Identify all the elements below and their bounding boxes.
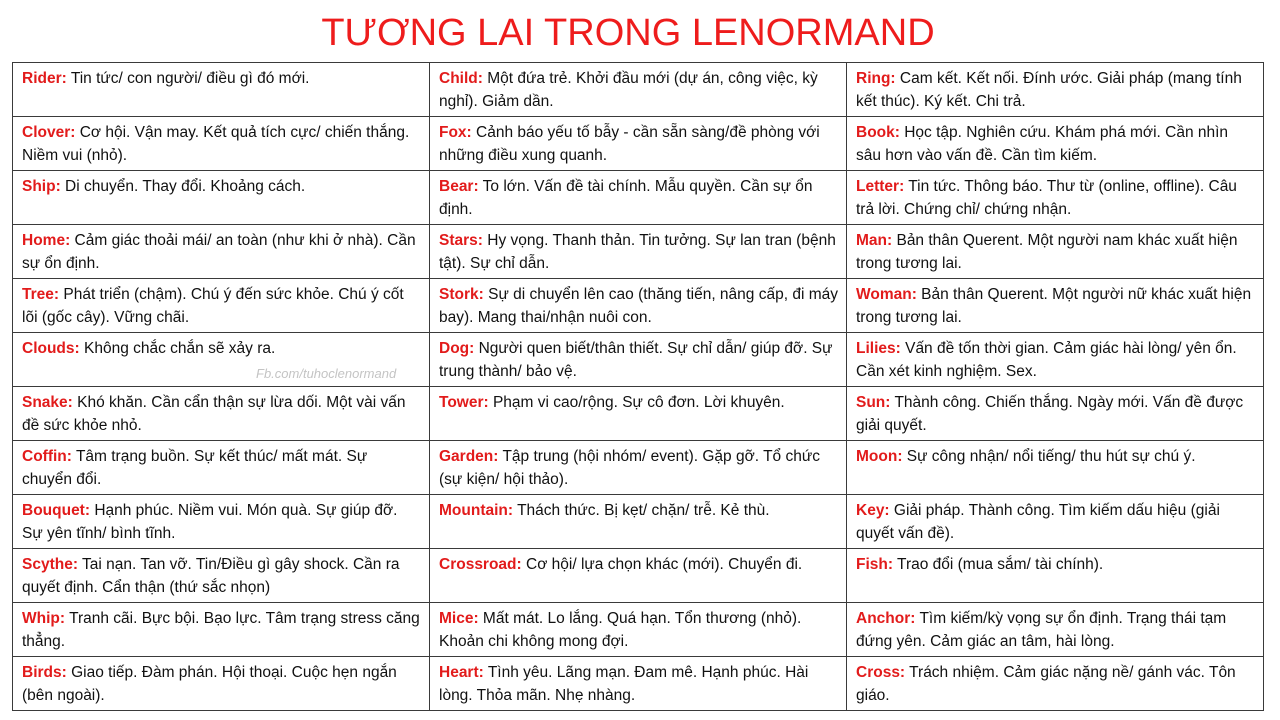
card-meaning: Bản thân Querent. Một người nam khác xuất hiện trong tương lai. [856, 232, 1238, 272]
card-meaning: Phát triển (chậm). Chú ý đến sức khỏe. Chú ý cốt lõi (gốc cây). Vững chãi. [22, 286, 404, 326]
card-meaning: Không chắc chắn sẽ xảy ra. [79, 340, 276, 357]
table-row [13, 657, 1264, 711]
table-row [13, 117, 1264, 171]
table-row [13, 333, 1264, 387]
page-title: TƯƠNG LAI TRONG LENORMAND [321, 12, 935, 54]
card-meaning: Giải pháp. Thành công. Tìm kiếm dấu hiệu (giải quyết vấn đề). [856, 502, 1220, 542]
card-meaning: Khó khăn. Cần cẩn thận sự lừa dối. Một vài vấn đề sức khỏe nhỏ. [22, 394, 406, 434]
card-meaning: Cảm giác thoải mái/ an toàn (như khi ở nhà). Cần sự ổn định. [22, 232, 416, 272]
table-row [13, 225, 1264, 279]
card-cell [430, 549, 847, 603]
card-cell [13, 495, 430, 549]
card-cell [847, 225, 1264, 279]
card-cell [13, 225, 430, 279]
card-meaning: Vấn đề tốn thời gian. Cảm giác hài lòng/ yên ổn. Cần xét kinh nghiệm. Sex. [856, 340, 1237, 380]
card-name: Home: [22, 232, 71, 249]
card-name: Fish: [856, 556, 894, 573]
card-cell [430, 441, 847, 495]
card-meaning: Tìm kiếm/kỳ vọng sự ổn định. Trạng thái tạm đứng yên. Cảm giác an tâm, hài lòng. [856, 610, 1227, 650]
card-name: Stork: [439, 286, 484, 303]
card-cell [847, 549, 1264, 603]
card-name: Whip: [22, 610, 66, 627]
card-name: Child: [439, 70, 483, 87]
card-name: Dog: [439, 340, 475, 357]
card-cell [847, 333, 1264, 387]
card-meaning: Mất mát. Lo lắng. Quá hạn. Tổn thương (nhỏ). Khoản chi không mong đợi. [439, 610, 802, 650]
card-cell [847, 495, 1264, 549]
card-cell [430, 387, 847, 441]
card-meaning: Trao đổi (mua sắm/ tài chính). [893, 556, 1104, 573]
card-name: Scythe: [22, 556, 78, 573]
card-meaning: Giao tiếp. Đàm phán. Hội thoại. Cuộc hẹn ngắn (bên ngoài). [22, 664, 397, 704]
card-cell [847, 657, 1264, 711]
card-meaning: Phạm vi cao/rộng. Sự cô đơn. Lời khuyên. [488, 394, 785, 411]
card-meaning: Hạnh phúc. Niềm vui. Món quà. Sự giúp đỡ. Sự yên tĩnh/ bình tĩnh. [22, 502, 398, 542]
card-meaning: Tập trung (hội nhóm/ event). Gặp gỡ. Tổ chức (sự kiện/ hội thảo). [439, 448, 820, 488]
card-name: Coffin: [22, 448, 72, 465]
card-name: Tower: [439, 394, 489, 411]
card-cell [13, 387, 430, 441]
card-meaning: Cảnh báo yếu tố bẫy - cần sẵn sàng/đề phòng với những điều xung quanh. [439, 124, 820, 164]
card-meaning: Người quen biết/thân thiết. Sự chỉ dẫn/ giúp đỡ. Sự trung thành/ bảo vệ. [439, 340, 833, 380]
card-name: Heart: [439, 664, 484, 681]
card-name: Fox: [439, 124, 472, 141]
card-meaning: Tin tức/ con người/ điều gì đó mới. [66, 70, 310, 87]
table-row [13, 495, 1264, 549]
card-name: Garden: [439, 448, 499, 465]
card-name: Clover: [22, 124, 76, 141]
table-row [13, 387, 1264, 441]
card-meaning: Tình yêu. Lãng mạn. Đam mê. Hạnh phúc. Hài lòng. Thỏa mãn. Nhẹ nhàng. [439, 664, 809, 704]
table-row [13, 279, 1264, 333]
card-cell [13, 117, 430, 171]
card-cell [847, 279, 1264, 333]
card-cell [847, 603, 1264, 657]
card-name: Bear: [439, 178, 479, 195]
card-name: Birds: [22, 664, 67, 681]
card-name: Ship: [22, 178, 61, 195]
card-meaning: Cơ hội. Vận may. Kết quả tích cực/ chiến thắng. Niềm vui (nhỏ). [22, 124, 410, 164]
card-cell [13, 279, 430, 333]
card-name: Mountain: [439, 502, 514, 519]
card-meaning: Một đứa trẻ. Khởi đầu mới (dự án, công việc, kỳ nghỉ). Giảm dần. [439, 70, 818, 110]
card-meaning: Cơ hội/ lựa chọn khác (mới). Chuyển đi. [521, 556, 803, 573]
card-cell [13, 171, 430, 225]
card-meaning: Sự di chuyển lên cao (thăng tiến, nâng cấp, đi máy bay). Mang thai/nhận nuôi con. [439, 286, 838, 326]
card-name: Anchor: [856, 610, 916, 627]
card-cell [13, 603, 430, 657]
card-cell [847, 117, 1264, 171]
card-cell [847, 441, 1264, 495]
card-cell [430, 603, 847, 657]
card-meaning: Bản thân Querent. Một người nữ khác xuất hiện trong tương lai. [856, 286, 1252, 326]
card-name: Cross: [856, 664, 906, 681]
card-meaning: Sự công nhận/ nổi tiếng/ thu hút sự chú ý. [902, 448, 1196, 465]
card-name: Sun: [856, 394, 891, 411]
card-cell [847, 387, 1264, 441]
card-cell [430, 279, 847, 333]
card-meaning: To lớn. Vấn đề tài chính. Mẫu quyền. Cần sự ổn định. [439, 178, 813, 218]
table-row [13, 441, 1264, 495]
card-name: Rider: [22, 70, 67, 87]
card-meaning: Thách thức. Bị kẹt/ chặn/ trễ. Kẻ thù. [513, 502, 770, 519]
card-name: Ring: [856, 70, 896, 87]
card-name: Woman: [856, 286, 917, 303]
card-name: Bouquet: [22, 502, 91, 519]
card-meaning: Thành công. Chiến thắng. Ngày mới. Vấn đề được giải quyết. [856, 394, 1244, 434]
card-cell [13, 441, 430, 495]
card-meaning: Cam kết. Kết nối. Đính ước. Giải pháp (mang tính kết thúc). Ký kết. Chi trả. [856, 70, 1242, 110]
card-meaning: Hy vọng. Thanh thản. Tin tưởng. Sự lan tran (bệnh tật). Sự chỉ dẫn. [439, 232, 836, 272]
table-row [13, 63, 1264, 117]
card-name: Key: [856, 502, 890, 519]
card-name: Crossroad: [439, 556, 522, 573]
card-cell [847, 63, 1264, 117]
card-name: Book: [856, 124, 900, 141]
card-cell [13, 657, 430, 711]
card-cell [430, 657, 847, 711]
card-meaning: Tranh cãi. Bực bội. Bạo lực. Tâm trạng stress căng thẳng. [22, 610, 420, 650]
card-name: Letter: [856, 178, 905, 195]
table-row [13, 603, 1264, 657]
card-meaning-table [12, 62, 1264, 711]
card-name: Clouds: [22, 340, 80, 357]
card-cell [430, 225, 847, 279]
card-cell [430, 63, 847, 117]
card-meaning: Trách nhiệm. Cảm giác nặng nề/ gánh vác. Tôn giáo. [856, 664, 1236, 704]
card-cell [13, 549, 430, 603]
table-row [13, 171, 1264, 225]
card-cell [13, 63, 430, 117]
card-meaning: Tin tức. Thông báo. Thư từ (online, offline). Câu trả lời. Chứng chỉ/ chứng nhận. [856, 178, 1237, 218]
card-cell [430, 333, 847, 387]
card-cell [430, 117, 847, 171]
card-name: Stars: [439, 232, 483, 249]
table-row [13, 549, 1264, 603]
card-meaning: Học tập. Nghiên cứu. Khám phá mới. Cần nhìn sâu hơn vào vấn đề. Cần tìm kiếm. [856, 124, 1229, 164]
card-cell [847, 171, 1264, 225]
card-name: Lilies: [856, 340, 901, 357]
card-meaning: Di chuyển. Thay đổi. Khoảng cách. [60, 178, 306, 195]
card-name: Man: [856, 232, 893, 249]
card-name: Snake: [22, 394, 73, 411]
card-meaning: Tâm trạng buồn. Sự kết thúc/ mất mát. Sự chuyển đổi. [22, 448, 368, 488]
card-cell [430, 171, 847, 225]
card-name: Moon: [856, 448, 903, 465]
card-name: Mice: [439, 610, 479, 627]
card-meaning: Tai nạn. Tan vỡ. Tin/Điều gì gây shock. Cần ra quyết định. Cẩn thận (thứ sắc nhọn) [22, 556, 400, 596]
watermark: Fb.com/tuhoclenormand [256, 366, 397, 381]
card-cell [430, 495, 847, 549]
card-name: Tree: [22, 286, 60, 303]
